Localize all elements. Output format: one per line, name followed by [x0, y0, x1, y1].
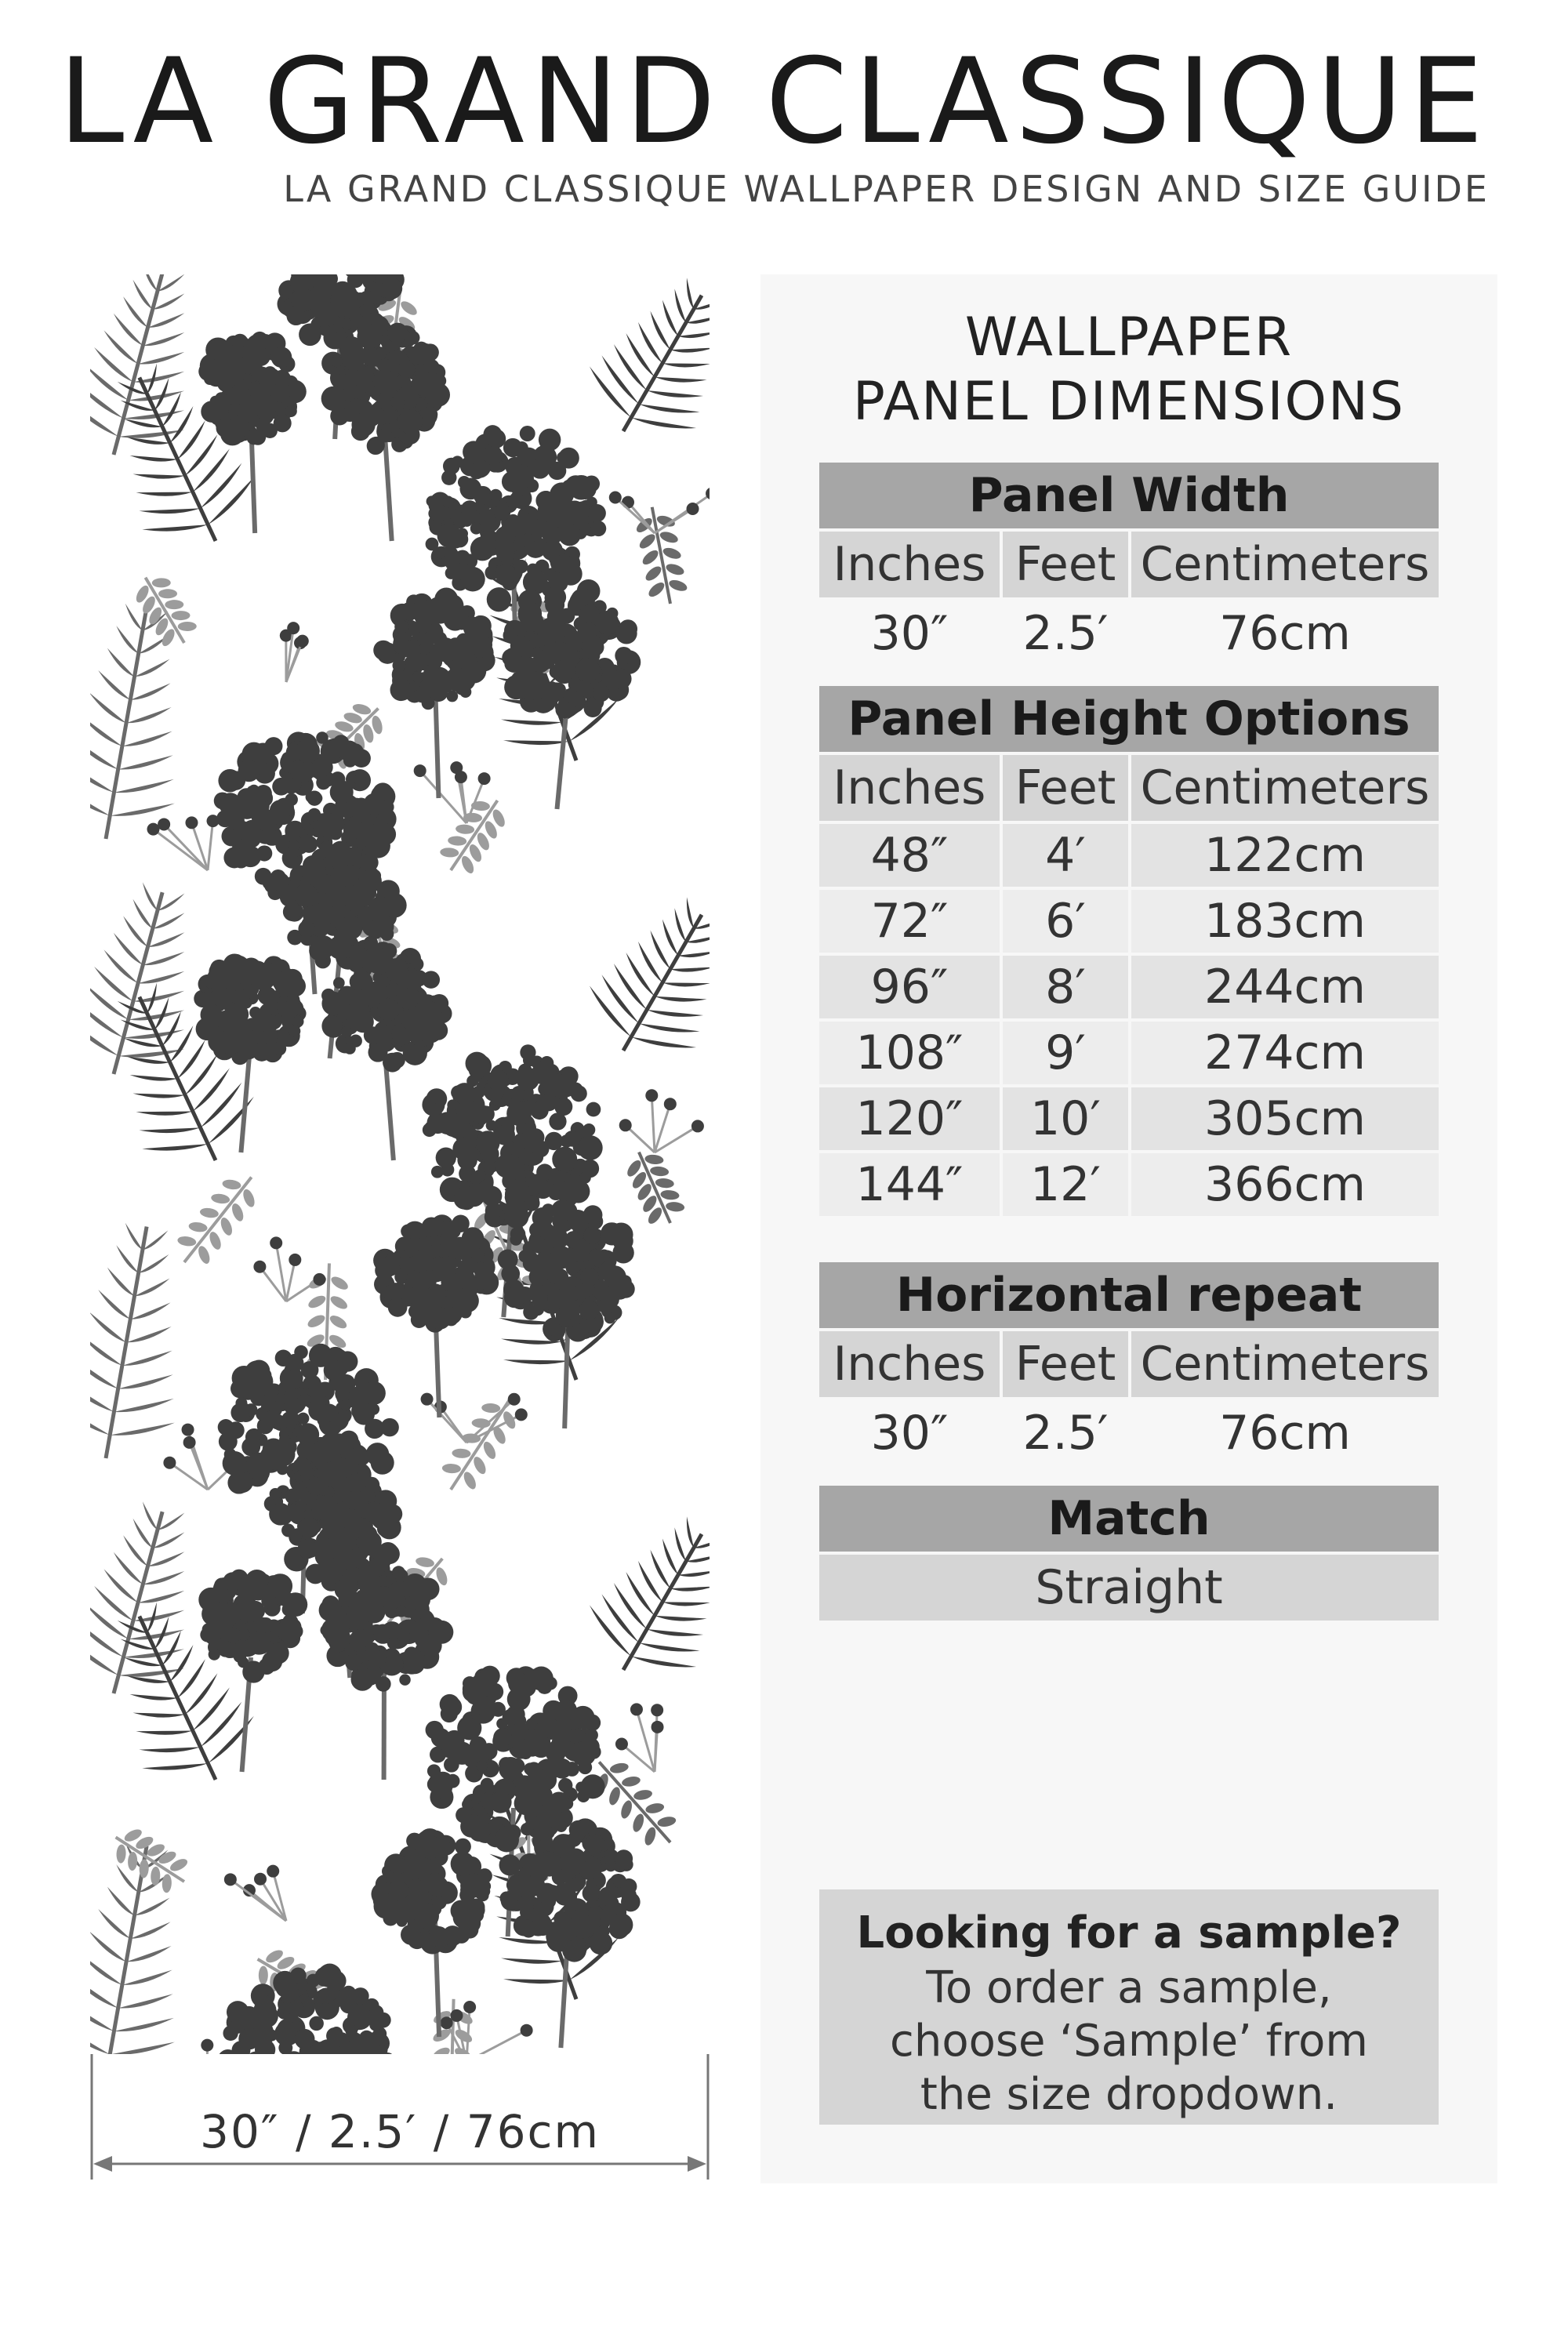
- sample-title: Looking for a sample?: [856, 1907, 1402, 1958]
- guide-subtitle: LA GRAND CLASSIQUE WALLPAPER DESIGN AND SIZE GUIDE: [283, 168, 1490, 210]
- sample-callout: [819, 1889, 1439, 2125]
- table-row: 72″ 6′ 183cm: [819, 890, 1439, 953]
- panel-height-heading: Panel Height Options: [819, 686, 1439, 752]
- width-dimension-label: 30″ / 2.5′ / 76cm: [200, 2105, 600, 2158]
- panel-dimensions-title: WALLPAPER PANEL DIMENSIONS: [852, 307, 1406, 433]
- horizontal-repeat-table: [819, 1262, 1439, 1469]
- floral-pattern-icon: [90, 274, 710, 2054]
- sample-instructions: To order a sample, choose ‘Sample’ from the size dropdown.: [890, 1962, 1368, 2120]
- panel-height-table: [819, 686, 1439, 1219]
- table-row: 48″ 4′ 122cm: [819, 824, 1439, 887]
- table-column-headers: [819, 532, 1439, 597]
- column-feet: Feet: [1003, 532, 1128, 597]
- match-value: Straight: [819, 1555, 1439, 1621]
- wallpaper-preview: [90, 274, 710, 2054]
- panel-width-table: [819, 463, 1439, 670]
- horizontal-repeat-heading: Horizontal repeat: [819, 1262, 1439, 1328]
- table-row: 108″ 9′ 274cm: [819, 1022, 1439, 1084]
- column-inches: Inches: [819, 532, 1000, 597]
- table-row: 96″ 8′ 244cm: [819, 956, 1439, 1018]
- column-centimeters: Centimeters: [1131, 532, 1439, 597]
- panel-width-heading: Panel Width: [819, 463, 1439, 528]
- table-column-headers: Inches Feet Centimeters: [819, 755, 1439, 821]
- table-column-headers: Inches Feet Centimeters: [819, 1331, 1439, 1397]
- table-row: 120″ 10′ 305cm: [819, 1087, 1439, 1150]
- match-table: [819, 1486, 1439, 1621]
- table-row: 144″ 12′ 366cm: [819, 1153, 1439, 1216]
- match-heading: Match: [819, 1486, 1439, 1552]
- table-row: 30″ 2.5′ 76cm: [870, 606, 1351, 661]
- table-row: 30″ 2.5′ 76cm: [870, 1406, 1351, 1461]
- dimensions-panel: [760, 274, 1497, 2183]
- brand-title: LA GRAND CLASSIQUE: [58, 34, 1490, 170]
